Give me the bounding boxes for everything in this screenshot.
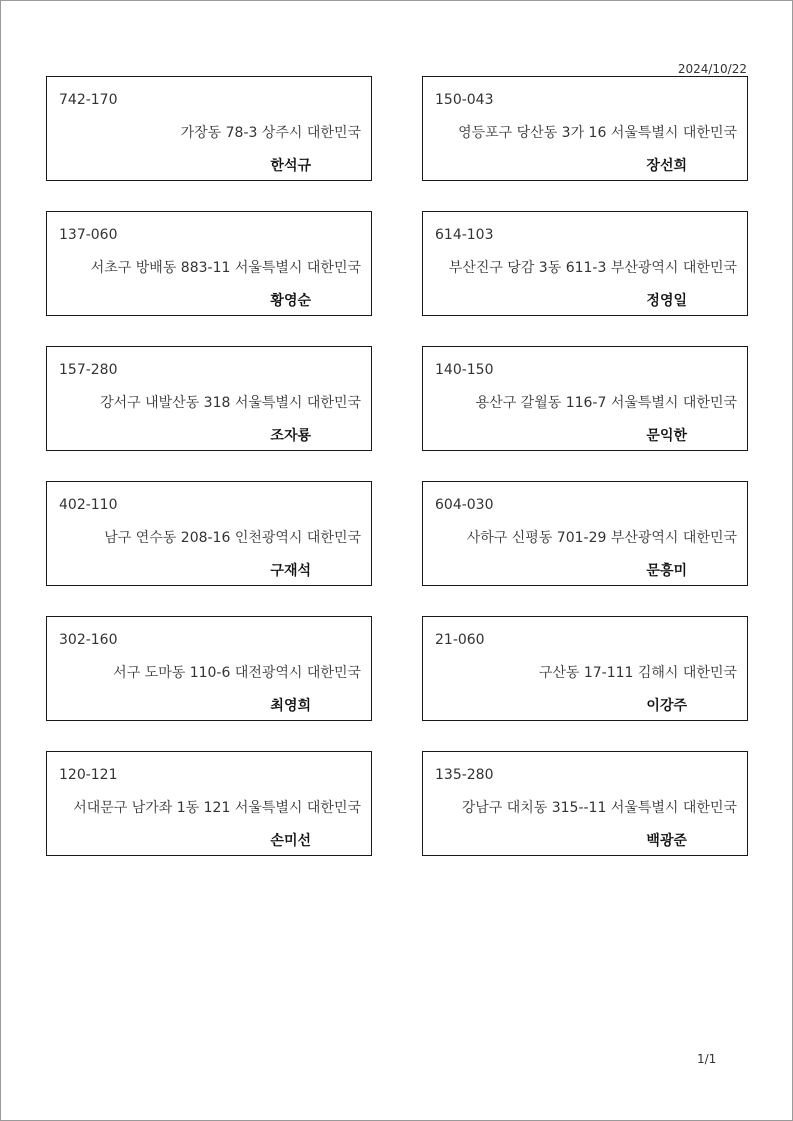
postal-code: 614-103 [435, 227, 494, 243]
page-indicator: 1/1 [697, 1052, 717, 1066]
postal-code: 120-121 [59, 767, 118, 783]
recipient-name: 손미선 [270, 833, 311, 849]
recipient-name: 구재석 [270, 563, 311, 579]
address-label [46, 76, 372, 181]
address-label [46, 211, 372, 316]
recipient-name: 문익한 [646, 428, 687, 444]
postal-code: 604-030 [435, 497, 494, 513]
address-label [422, 211, 748, 316]
address-label [422, 751, 748, 856]
address-line: 강남구 대치동 315--11 서울특별시 대한민국 [461, 800, 737, 816]
address-line: 부산진구 당감 3동 611-3 부산광역시 대한민국 [448, 260, 737, 276]
postal-code: 302-160 [59, 632, 118, 648]
address-label [422, 616, 748, 721]
address-line: 사하구 신평동 701-29 부산광역시 대한민국 [466, 530, 737, 546]
address-label [46, 616, 372, 721]
address-label [422, 76, 748, 181]
recipient-name: 백광준 [646, 833, 687, 849]
recipient-name: 장선희 [646, 158, 687, 174]
postal-code: 742-170 [59, 92, 118, 108]
postal-code: 402-110 [59, 497, 118, 513]
postal-code: 135-280 [435, 767, 494, 783]
address-label [46, 346, 372, 451]
print-date: 2024/10/22 [677, 62, 747, 76]
postal-code: 150-043 [435, 92, 494, 108]
address-line: 남구 연수동 208-16 인천광역시 대한민국 [104, 530, 361, 546]
recipient-name: 한석규 [270, 158, 311, 174]
address-line: 서대문구 남가좌 1동 121 서울특별시 대한민국 [73, 800, 361, 816]
postal-code: 157-280 [59, 362, 118, 378]
postal-code: 21-060 [435, 632, 485, 648]
recipient-name: 정영일 [646, 293, 687, 309]
recipient-name: 문흥미 [646, 563, 687, 579]
address-line: 가장동 78-3 상주시 대한민국 [180, 125, 361, 141]
recipient-name: 조자룡 [270, 428, 311, 444]
address-line: 서구 도마동 110-6 대전광역시 대한민국 [113, 665, 361, 681]
address-label [422, 346, 748, 451]
address-line: 구산동 17-111 김해시 대한민국 [538, 665, 737, 681]
address-label [46, 481, 372, 586]
postal-code: 137-060 [59, 227, 118, 243]
recipient-name: 황영순 [270, 293, 311, 309]
address-label [422, 481, 748, 586]
address-line: 강서구 내발산동 318 서울특별시 대한민국 [100, 395, 361, 411]
postal-code: 140-150 [435, 362, 494, 378]
address-label [46, 751, 372, 856]
address-line: 영등포구 당산동 3가 16 서울특별시 대한민국 [458, 125, 737, 141]
recipient-name: 최영희 [270, 698, 311, 714]
address-line: 서초구 방배동 883-11 서울특별시 대한민국 [90, 260, 361, 276]
recipient-name: 이강주 [646, 698, 687, 714]
address-line: 용산구 갈월동 116-7 서울특별시 대한민국 [475, 395, 737, 411]
